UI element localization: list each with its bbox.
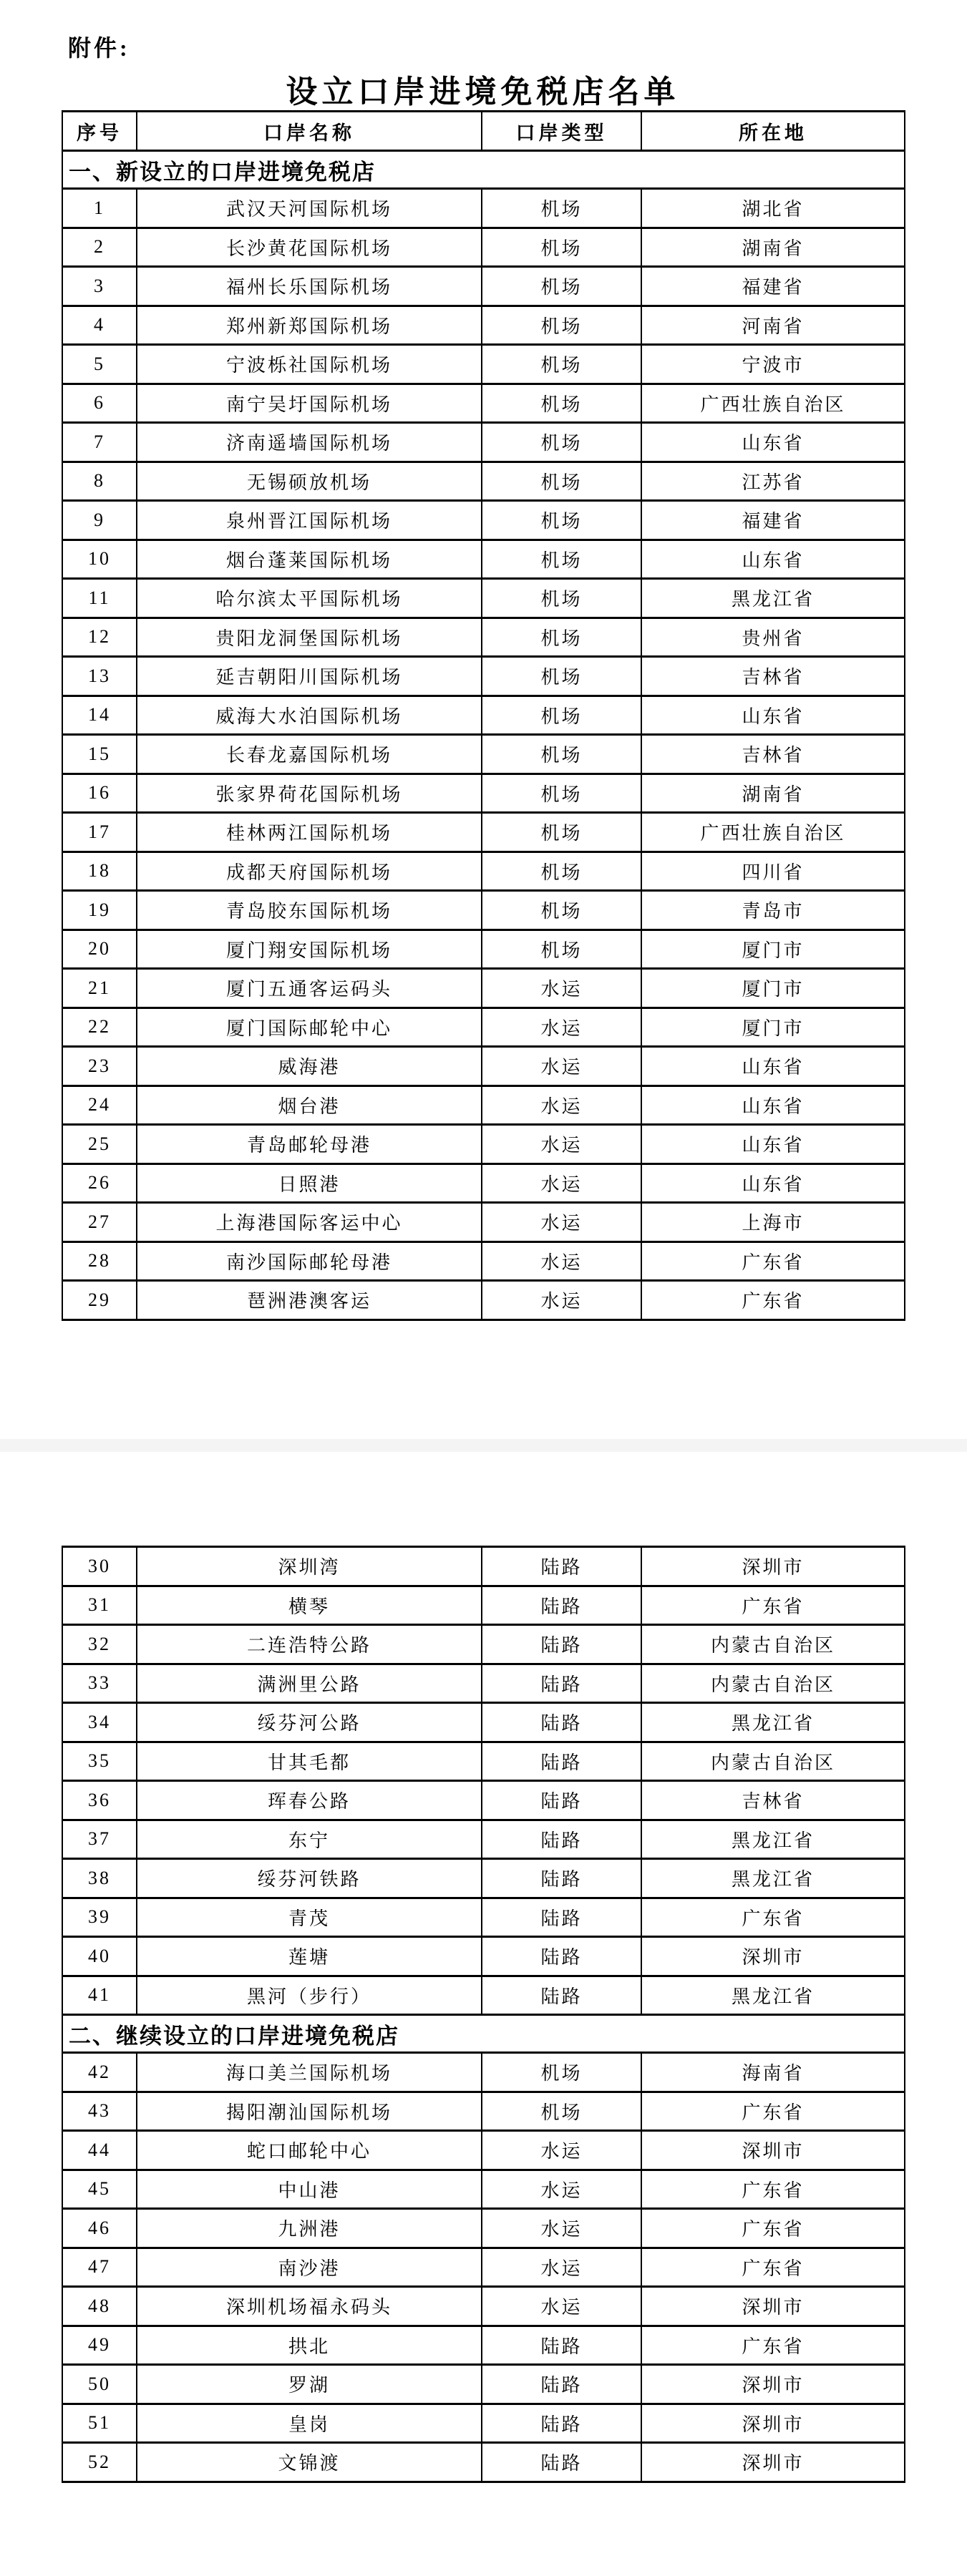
cell-port-type: 陆路 <box>482 1938 642 1977</box>
cell-port-type: 机场 <box>482 697 642 736</box>
table-row <box>63 1243 905 1282</box>
table-row <box>63 1087 905 1126</box>
cell-index: 8 <box>63 463 137 502</box>
cell-index: 27 <box>63 1204 137 1243</box>
cell-port-name: 青茂 <box>137 1899 482 1938</box>
cell-port-type: 机场 <box>482 892 642 931</box>
table-row <box>63 502 905 541</box>
cell-port-name: 南沙港 <box>137 2249 482 2288</box>
cell-port-name: 厦门五通客运码头 <box>137 970 482 1009</box>
table-row <box>63 1626 905 1665</box>
table-header-row <box>63 112 905 152</box>
table-row <box>63 2405 905 2444</box>
cell-location: 黑龙江省 <box>642 1860 905 1899</box>
table-row <box>63 736 905 775</box>
cell-port-type: 陆路 <box>482 1665 642 1704</box>
table-body-rows-1-29 <box>63 190 905 1321</box>
cell-index: 33 <box>63 1665 137 1704</box>
table-row <box>63 931 905 970</box>
cell-index: 21 <box>63 970 137 1009</box>
cell-index: 19 <box>63 892 137 931</box>
cell-port-name: 文锦渡 <box>137 2444 482 2483</box>
cell-port-name: 横琴 <box>137 1587 482 1626</box>
cell-port-name: 青岛胶东国际机场 <box>137 892 482 931</box>
cell-port-type: 机场 <box>482 541 642 580</box>
cell-location: 广东省 <box>642 2171 905 2210</box>
cell-location: 福建省 <box>642 502 905 541</box>
cell-port-type: 陆路 <box>482 2366 642 2405</box>
header-port-name: 口岸名称 <box>137 112 482 152</box>
cell-port-name: 济南遥墙国际机场 <box>137 424 482 463</box>
cell-port-name: 东宁 <box>137 1821 482 1860</box>
cell-location: 广东省 <box>642 2327 905 2366</box>
cell-port-name: 延吉朝阳川国际机场 <box>137 658 482 697</box>
cell-port-name: 绥芬河铁路 <box>137 1860 482 1899</box>
cell-port-name: 张家界荷花国际机场 <box>137 775 482 814</box>
table-row <box>63 1899 905 1938</box>
cell-index: 2 <box>63 229 137 268</box>
cell-location: 深圳市 <box>642 2405 905 2444</box>
cell-index: 37 <box>63 1821 137 1860</box>
cell-port-name: 上海港国际客运中心 <box>137 1204 482 1243</box>
cell-port-name: 九洲港 <box>137 2210 482 2249</box>
table-row <box>63 697 905 736</box>
cell-location: 山东省 <box>642 1087 905 1126</box>
table-row <box>63 1938 905 1977</box>
cell-port-type: 陆路 <box>482 1977 642 2016</box>
table-row <box>63 1009 905 1048</box>
cell-index: 35 <box>63 1743 137 1782</box>
cell-location: 广东省 <box>642 2249 905 2288</box>
cell-port-type: 机场 <box>482 775 642 814</box>
table-row <box>63 1165 905 1204</box>
cell-port-type: 水运 <box>482 1204 642 1243</box>
cell-location: 内蒙古自治区 <box>642 1626 905 1665</box>
cell-port-name: 哈尔滨太平国际机场 <box>137 580 482 619</box>
cell-port-type: 机场 <box>482 502 642 541</box>
cell-index: 41 <box>63 1977 137 2016</box>
cell-port-type: 水运 <box>482 970 642 1009</box>
cell-port-type: 水运 <box>482 1243 642 1282</box>
cell-index: 38 <box>63 1860 137 1899</box>
cell-location: 深圳市 <box>642 1548 905 1587</box>
header-location: 所在地 <box>642 112 905 152</box>
cell-location: 河南省 <box>642 307 905 346</box>
cell-location: 江苏省 <box>642 463 905 502</box>
table-row <box>63 190 905 229</box>
cell-index: 43 <box>63 2093 137 2132</box>
cell-location: 广东省 <box>642 1282 905 1321</box>
cell-location: 深圳市 <box>642 2366 905 2405</box>
cell-location: 厦门市 <box>642 1009 905 1048</box>
cell-port-name: 无锡硕放机场 <box>137 463 482 502</box>
cell-port-name: 厦门国际邮轮中心 <box>137 1009 482 1048</box>
cell-location: 四川省 <box>642 853 905 892</box>
cell-location: 黑龙江省 <box>642 1977 905 2016</box>
table-row <box>63 2171 905 2210</box>
cell-port-name: 揭阳潮汕国际机场 <box>137 2093 482 2132</box>
attachment-label: 附件: <box>68 35 130 61</box>
cell-index: 36 <box>63 1782 137 1821</box>
cell-port-name: 绥芬河公路 <box>137 1704 482 1743</box>
table-row <box>63 463 905 502</box>
cell-port-name: 武汉天河国际机场 <box>137 190 482 229</box>
cell-index: 4 <box>63 307 137 346</box>
section-1-row <box>63 152 905 190</box>
cell-index: 51 <box>63 2405 137 2444</box>
section-2-label: 二、继续设立的口岸进境免税店 <box>63 2016 905 2054</box>
cell-port-name: 宁波栎社国际机场 <box>137 346 482 385</box>
table-row <box>63 814 905 853</box>
cell-location: 上海市 <box>642 1204 905 1243</box>
cell-location: 山东省 <box>642 697 905 736</box>
cell-port-type: 机场 <box>482 736 642 775</box>
cell-index: 17 <box>63 814 137 853</box>
section-1-label: 一、新设立的口岸进境免税店 <box>63 152 905 190</box>
table-row <box>63 385 905 424</box>
cell-port-type: 水运 <box>482 1282 642 1321</box>
cell-port-name: 日照港 <box>137 1165 482 1204</box>
cell-port-type: 机场 <box>482 814 642 853</box>
table-row <box>63 619 905 658</box>
cell-location: 厦门市 <box>642 970 905 1009</box>
cell-port-type: 机场 <box>482 931 642 970</box>
cell-location: 广西壮族自治区 <box>642 385 905 424</box>
table-row <box>63 2132 905 2171</box>
cell-port-type: 机场 <box>482 268 642 307</box>
cell-index: 13 <box>63 658 137 697</box>
cell-port-type: 陆路 <box>482 1743 642 1782</box>
cell-port-type: 陆路 <box>482 1587 642 1626</box>
cell-port-type: 陆路 <box>482 1860 642 1899</box>
cell-port-name: 深圳湾 <box>137 1548 482 1587</box>
cell-index: 3 <box>63 268 137 307</box>
cell-port-type: 机场 <box>482 190 642 229</box>
cell-port-type: 陆路 <box>482 1782 642 1821</box>
cell-location: 广东省 <box>642 1587 905 1626</box>
cell-location: 广东省 <box>642 2210 905 2249</box>
cell-port-type: 机场 <box>482 619 642 658</box>
table-row <box>63 1587 905 1626</box>
table-row <box>63 307 905 346</box>
header-port-type: 口岸类型 <box>482 112 642 152</box>
cell-index: 48 <box>63 2288 137 2327</box>
cell-location: 内蒙古自治区 <box>642 1743 905 1782</box>
cell-port-name: 罗湖 <box>137 2366 482 2405</box>
cell-index: 14 <box>63 697 137 736</box>
cell-location: 福建省 <box>642 268 905 307</box>
table-row <box>63 1548 905 1587</box>
cell-port-name: 威海港 <box>137 1048 482 1087</box>
cell-port-name: 桂林两江国际机场 <box>137 814 482 853</box>
cell-port-name: 二连浩特公路 <box>137 1626 482 1665</box>
table-row <box>63 2327 905 2366</box>
cell-location: 湖南省 <box>642 229 905 268</box>
cell-index: 6 <box>63 385 137 424</box>
table-row <box>63 970 905 1009</box>
cell-port-type: 水运 <box>482 1126 642 1165</box>
cell-location: 湖南省 <box>642 775 905 814</box>
cell-index: 23 <box>63 1048 137 1087</box>
table-row <box>63 1126 905 1165</box>
cell-port-type: 水运 <box>482 2132 642 2171</box>
cell-port-name: 长沙黄花国际机场 <box>137 229 482 268</box>
table-row <box>63 2444 905 2483</box>
table-row <box>63 1204 905 1243</box>
cell-port-type: 陆路 <box>482 1899 642 1938</box>
cell-port-type: 陆路 <box>482 1821 642 1860</box>
cell-index: 39 <box>63 1899 137 1938</box>
cell-index: 5 <box>63 346 137 385</box>
table-row <box>63 892 905 931</box>
cell-port-name: 长春龙嘉国际机场 <box>137 736 482 775</box>
duty-free-shop-table-page1 <box>62 110 905 1321</box>
table-row <box>63 541 905 580</box>
table-row <box>63 853 905 892</box>
cell-location: 广东省 <box>642 1243 905 1282</box>
cell-port-name: 烟台港 <box>137 1087 482 1126</box>
table-row <box>63 658 905 697</box>
cell-port-name: 福州长乐国际机场 <box>137 268 482 307</box>
cell-index: 31 <box>63 1587 137 1626</box>
cell-index: 28 <box>63 1243 137 1282</box>
duty-free-shop-table-page2 <box>62 1546 905 2483</box>
cell-port-name: 莲塘 <box>137 1938 482 1977</box>
cell-port-type: 水运 <box>482 2210 642 2249</box>
cell-location: 山东省 <box>642 424 905 463</box>
cell-index: 7 <box>63 424 137 463</box>
cell-index: 15 <box>63 736 137 775</box>
table-row <box>63 424 905 463</box>
cell-port-type: 机场 <box>482 346 642 385</box>
cell-index: 44 <box>63 2132 137 2171</box>
cell-port-type: 陆路 <box>482 1626 642 1665</box>
cell-location: 黑龙江省 <box>642 1704 905 1743</box>
table-row <box>63 1048 905 1087</box>
cell-port-type: 机场 <box>482 385 642 424</box>
cell-index: 45 <box>63 2171 137 2210</box>
table-row <box>63 2054 905 2093</box>
cell-port-type: 机场 <box>482 853 642 892</box>
table-row <box>63 346 905 385</box>
table-row <box>63 1860 905 1899</box>
page-gap-band <box>0 1439 967 1452</box>
cell-location: 山东省 <box>642 1048 905 1087</box>
cell-port-type: 机场 <box>482 424 642 463</box>
cell-location: 山东省 <box>642 1126 905 1165</box>
cell-port-type: 机场 <box>482 2093 642 2132</box>
cell-port-type: 机场 <box>482 580 642 619</box>
table-row <box>63 1665 905 1704</box>
table-row <box>63 1704 905 1743</box>
cell-index: 42 <box>63 2054 137 2093</box>
page-title: 设立口岸进境免税店名单 <box>286 74 680 109</box>
cell-index: 47 <box>63 2249 137 2288</box>
section-2-row <box>63 2016 905 2054</box>
cell-location: 广西壮族自治区 <box>642 814 905 853</box>
cell-port-type: 水运 <box>482 1009 642 1048</box>
cell-location: 深圳市 <box>642 2132 905 2171</box>
cell-port-name: 泉州晋江国际机场 <box>137 502 482 541</box>
cell-port-name: 蛇口邮轮中心 <box>137 2132 482 2171</box>
cell-location: 海南省 <box>642 2054 905 2093</box>
table-row <box>63 2093 905 2132</box>
table-row <box>63 2249 905 2288</box>
cell-port-name: 琶洲港澳客运 <box>137 1282 482 1321</box>
cell-port-type: 水运 <box>482 2171 642 2210</box>
cell-port-type: 水运 <box>482 2249 642 2288</box>
cell-location: 贵州省 <box>642 619 905 658</box>
cell-port-name: 烟台蓬莱国际机场 <box>137 541 482 580</box>
cell-index: 50 <box>63 2366 137 2405</box>
cell-port-type: 水运 <box>482 1048 642 1087</box>
cell-index: 11 <box>63 580 137 619</box>
cell-port-name: 厦门翔安国际机场 <box>137 931 482 970</box>
cell-location: 吉林省 <box>642 736 905 775</box>
cell-index: 24 <box>63 1087 137 1126</box>
cell-index: 18 <box>63 853 137 892</box>
cell-index: 20 <box>63 931 137 970</box>
cell-index: 52 <box>63 2444 137 2483</box>
cell-location: 广东省 <box>642 2093 905 2132</box>
cell-index: 22 <box>63 1009 137 1048</box>
cell-index: 12 <box>63 619 137 658</box>
header-index: 序号 <box>63 112 137 152</box>
cell-port-type: 陆路 <box>482 2327 642 2366</box>
table-row <box>63 2210 905 2249</box>
cell-index: 16 <box>63 775 137 814</box>
cell-location: 黑龙江省 <box>642 1821 905 1860</box>
cell-location: 山东省 <box>642 1165 905 1204</box>
cell-location: 深圳市 <box>642 1938 905 1977</box>
cell-port-type: 陆路 <box>482 1548 642 1587</box>
cell-index: 25 <box>63 1126 137 1165</box>
table-body-rows-30-41 <box>63 1548 905 2016</box>
cell-location: 内蒙古自治区 <box>642 1665 905 1704</box>
table-row <box>63 775 905 814</box>
cell-port-type: 机场 <box>482 463 642 502</box>
cell-port-name: 南宁吴圩国际机场 <box>137 385 482 424</box>
cell-port-type: 机场 <box>482 307 642 346</box>
table-row <box>63 2366 905 2405</box>
cell-port-type: 陆路 <box>482 2444 642 2483</box>
table-row <box>63 229 905 268</box>
cell-port-type: 水运 <box>482 2288 642 2327</box>
table-row <box>63 268 905 307</box>
cell-port-type: 机场 <box>482 658 642 697</box>
cell-port-type: 陆路 <box>482 2405 642 2444</box>
cell-port-name: 威海大水泊国际机场 <box>137 697 482 736</box>
cell-port-type: 水运 <box>482 1165 642 1204</box>
cell-port-name: 深圳机场福永码头 <box>137 2288 482 2327</box>
cell-index: 1 <box>63 190 137 229</box>
cell-port-name: 南沙国际邮轮母港 <box>137 1243 482 1282</box>
table-row <box>63 580 905 619</box>
cell-port-name: 珲春公路 <box>137 1782 482 1821</box>
cell-port-type: 水运 <box>482 1087 642 1126</box>
cell-port-name: 青岛邮轮母港 <box>137 1126 482 1165</box>
cell-location: 厦门市 <box>642 931 905 970</box>
cell-port-name: 甘其毛都 <box>137 1743 482 1782</box>
cell-port-type: 陆路 <box>482 1704 642 1743</box>
cell-port-name: 黑河（步行） <box>137 1977 482 2016</box>
cell-port-name: 郑州新郑国际机场 <box>137 307 482 346</box>
cell-index: 10 <box>63 541 137 580</box>
cell-index: 40 <box>63 1938 137 1977</box>
cell-index: 32 <box>63 1626 137 1665</box>
cell-port-name: 皇岗 <box>137 2405 482 2444</box>
cell-location: 山东省 <box>642 541 905 580</box>
table-body-rows-42-52 <box>63 2054 905 2483</box>
cell-port-name: 满洲里公路 <box>137 1665 482 1704</box>
cell-location: 深圳市 <box>642 2288 905 2327</box>
cell-location: 吉林省 <box>642 1782 905 1821</box>
cell-location: 青岛市 <box>642 892 905 931</box>
cell-index: 29 <box>63 1282 137 1321</box>
cell-index: 49 <box>63 2327 137 2366</box>
cell-location: 吉林省 <box>642 658 905 697</box>
cell-location: 黑龙江省 <box>642 580 905 619</box>
cell-index: 9 <box>63 502 137 541</box>
cell-location: 广东省 <box>642 1899 905 1938</box>
cell-port-name: 贵阳龙洞堡国际机场 <box>137 619 482 658</box>
cell-port-type: 机场 <box>482 229 642 268</box>
table-row <box>63 1821 905 1860</box>
cell-location: 深圳市 <box>642 2444 905 2483</box>
table-row <box>63 1782 905 1821</box>
table-row <box>63 1743 905 1782</box>
table-row <box>63 1282 905 1321</box>
cell-port-type: 机场 <box>482 2054 642 2093</box>
cell-location: 湖北省 <box>642 190 905 229</box>
cell-index: 30 <box>63 1548 137 1587</box>
cell-index: 34 <box>63 1704 137 1743</box>
cell-index: 46 <box>63 2210 137 2249</box>
cell-port-name: 海口美兰国际机场 <box>137 2054 482 2093</box>
cell-index: 26 <box>63 1165 137 1204</box>
cell-port-name: 中山港 <box>137 2171 482 2210</box>
cell-port-name: 拱北 <box>137 2327 482 2366</box>
cell-location: 宁波市 <box>642 346 905 385</box>
cell-port-name: 成都天府国际机场 <box>137 853 482 892</box>
table-row <box>63 1977 905 2016</box>
table-row <box>63 2288 905 2327</box>
